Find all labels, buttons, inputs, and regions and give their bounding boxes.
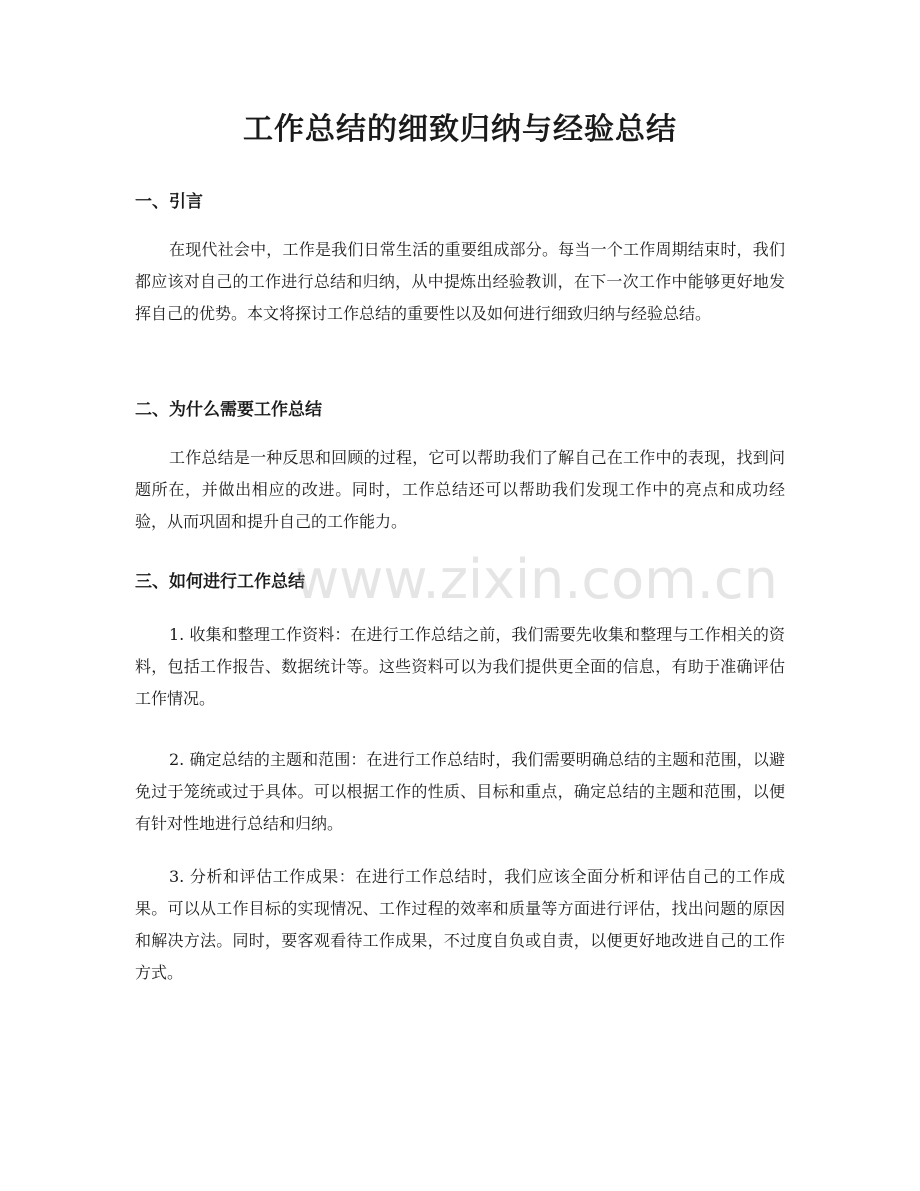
paragraph-intro: 在现代社会中，工作是我们日常生活的重要组成部分。每当一个工作周期结束时，我们都应该对自己的工作进行总结和归纳，从中提炼出经验教训，在下一次工作中能够更好地发挥自己的优势。本文将探讨工作总结的重要性以及如何进行细致归纳与经验总结。 [135, 240, 785, 323]
watermark: www.zixin.com.cn [295, 548, 778, 611]
section-heading-intro: 一、引言 [135, 192, 203, 212]
document-title: 工作总结的细致归纳与经验总结 [243, 112, 677, 147]
section-heading-why: 二、为什么需要工作总结 [135, 400, 322, 420]
paragraph-step-2: 2. 确定总结的主题和范围：在进行工作总结时，我们需要明确总结的主题和范围，以避免过于笼统或过于具体。可以根据工作的性质、目标和重点，确定总结的主题和范围，以便有针对性地进行总结和归纳。 [135, 750, 785, 833]
section-heading-how: 三、如何进行工作总结 [135, 572, 305, 592]
paragraph-why: 工作总结是一种反思和回顾的过程，它可以帮助我们了解自己在工作中的表现，找到问题所在，并做出相应的改进。同时，工作总结还可以帮助我们发现工作中的亮点和成功经验，从而巩固和提升自己的工作能力。 [135, 448, 785, 531]
paragraph-step-1: 1. 收集和整理工作资料：在进行工作总结之前，我们需要先收集和整理与工作相关的资料，包括工作报告、数据统计等。这些资料可以为我们提供更全面的信息，有助于准确评估工作情况。 [135, 625, 785, 708]
paragraph-step-3: 3. 分析和评估工作成果：在进行工作总结时，我们应该全面分析和评估自己的工作成果。可以从工作目标的实现情况、工作过程的效率和质量等方面进行评估，找出问题的原因和解决方法。同时，要客观看待工作成果，不过度自负或自责，以便更好地改进自己的工作方式。 [135, 867, 785, 982]
